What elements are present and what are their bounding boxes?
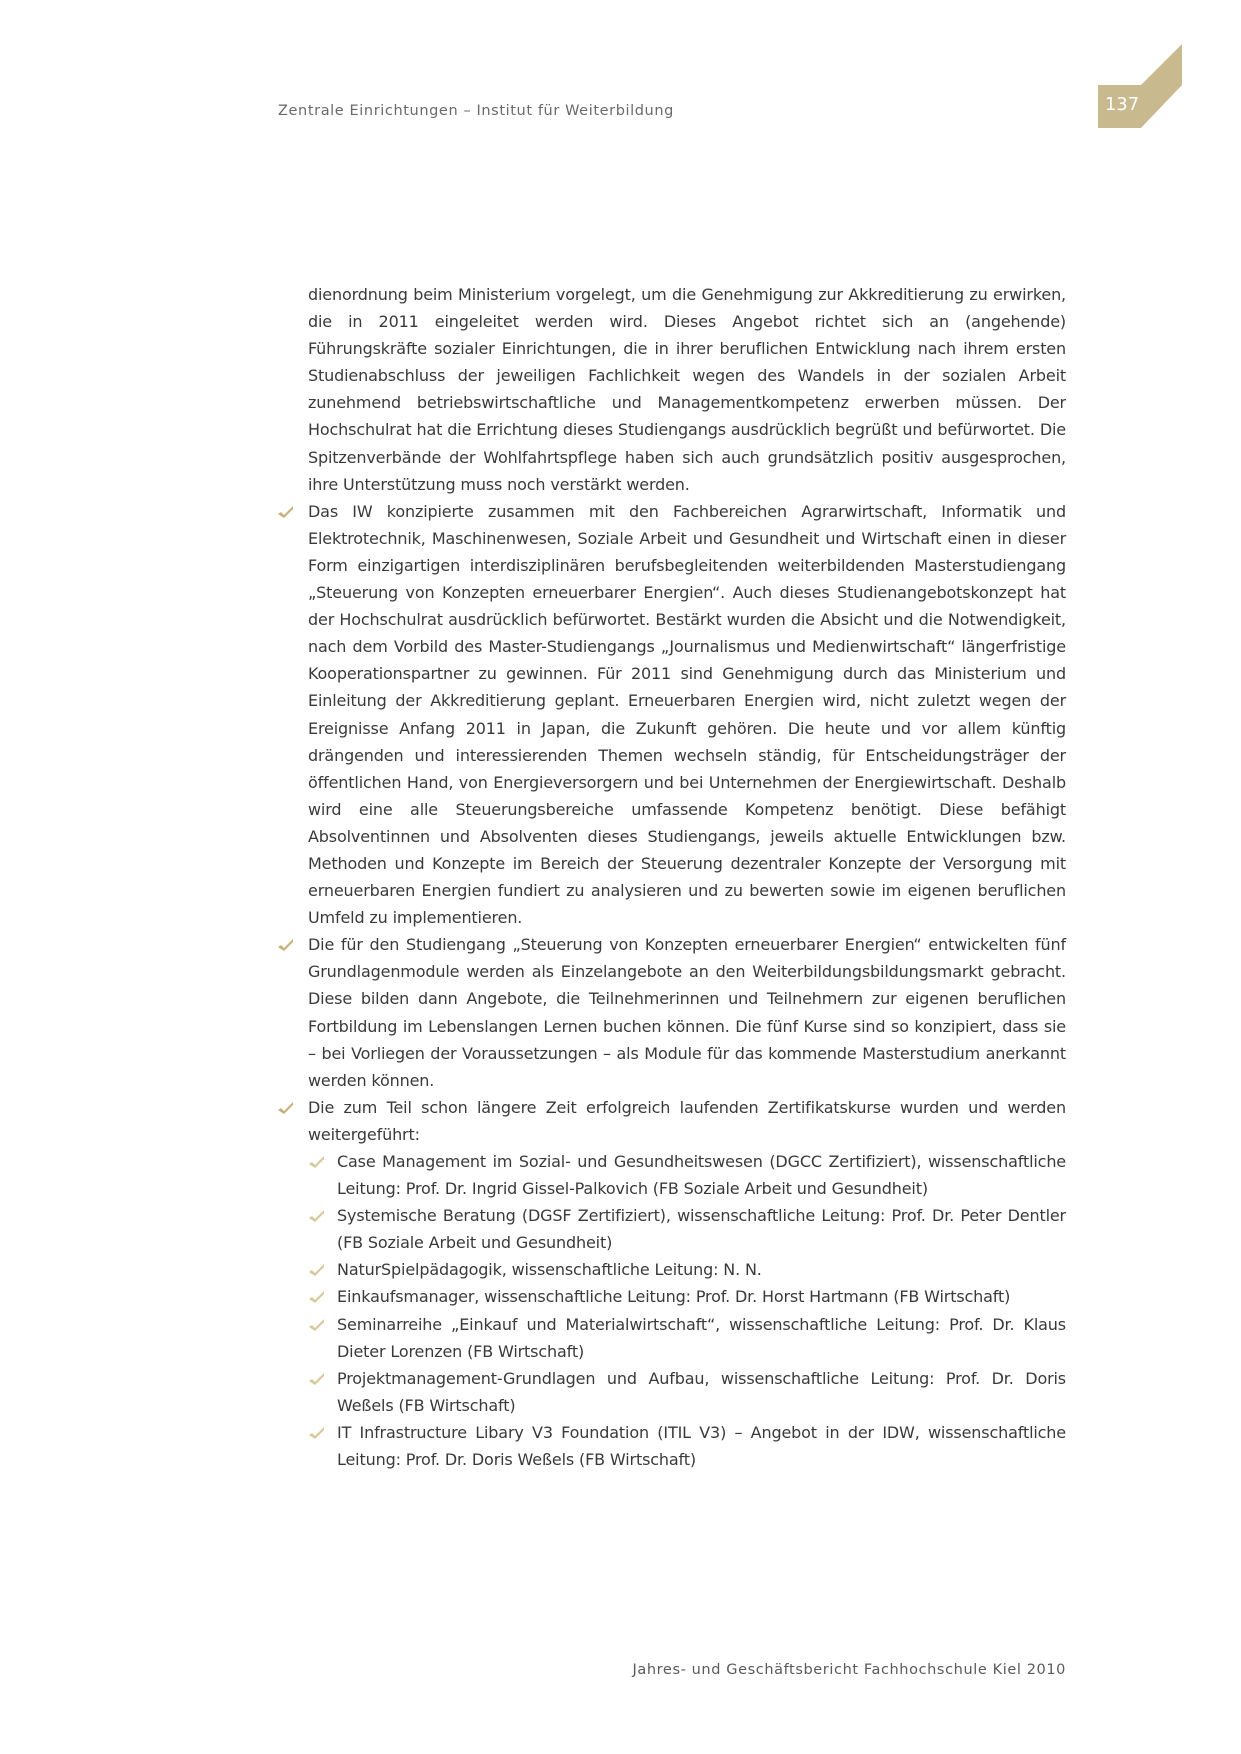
- list-item: [308, 931, 1066, 1094]
- list-item-text: Die zum Teil schon längere Zeit erfolgreich laufenden Zertifikatskurse wurden und werden weitergeführt:: [308, 1097, 1066, 1144]
- checkmark-icon: [308, 1209, 325, 1223]
- checkmark-icon: [308, 1155, 325, 1169]
- sub-list-item: [337, 1256, 1066, 1283]
- checkmark-icon: [308, 1290, 325, 1304]
- sub-list-item-text: Case Management im Sozial- und Gesundheitswesen (DGCC Zertifiziert), wissenschaftliche Leitung: Prof. Dr. Ingrid Gissel-Palkovich (FB Soziale Arbeit und Gesundheit): [337, 1152, 1066, 1199]
- checkmark-icon: [277, 1101, 294, 1115]
- checkmark-icon: [277, 505, 294, 519]
- page-number: 137: [1104, 94, 1140, 115]
- sub-list-item: [337, 1365, 1066, 1419]
- checkmark-icon: [308, 1263, 325, 1277]
- list-item-text: Die für den Studiengang „Steuerung von Konzepten erneuerbarer Energien“ entwickelten fünf Grundlagenmodule werden als Einzelangebote an den Weiterbildungsbildungsmarkt gebracht. Diese bilden dann Angebote, die Teilnehmerinnen und Teilnehmern zur eigenen beruflichen Fortbildung im Lebenslangen Lernen buchen können. Die fünf Kurse sind so konzipiert, dass sie – bei Vorliegen der Voraussetzungen – als Module für das kommende Masterstudium anerkannt werden können.: [308, 935, 1066, 1090]
- page-tab-shape: [1098, 44, 1182, 128]
- footer-text: Jahres- und Geschäftsbericht Fachhochschule Kiel 2010: [632, 1662, 1066, 1678]
- sub-list-item-text: Projektmanagement-Grundlagen und Aufbau, wissenschaftliche Leitung: Prof. Dr. Doris Weßels (FB Wirtschaft): [337, 1368, 1066, 1415]
- sub-list-item: [337, 1419, 1066, 1473]
- sub-list-item: [337, 1283, 1066, 1310]
- sub-list-item: [337, 1202, 1066, 1256]
- sub-list-item-text: Systemische Beratung (DGSF Zertifiziert), wissenschaftliche Leitung: Prof. Dr. Peter Dentler (FB Soziale Arbeit und Gesundheit): [337, 1206, 1066, 1253]
- sub-list-item-text: IT Infrastructure Libary V3 Foundation (ITIL V3) – Angebot in der IDW, wissenschaftliche Leitung: Prof. Dr. Doris Weßels (FB Wirtschaft): [337, 1422, 1066, 1470]
- intro-paragraph: dienordnung beim Ministerium vorgelegt, um die Genehmigung zur Akkreditierung zu erwirken, die in 2011 eingeleitet werden wird. Dieses Angebot richtet sich an (angehende) Führungskräfte sozialer Einrichtungen, die in ihrer beruflichen Entwicklung nach ihrem ersten Studienabschluss der jeweiligen Fachlichkeit wegen des Wandels in der sozialen Arbeit zunehmend betriebswirtschaftliche und Managementkompetenz erwerben müssen. Der Hochschulrat hat die Errichtung dieses Studiengangs ausdrücklich begrüßt und befürwortet. Die Spitzenverbände der Wohlfahrtspflege haben sich auch grundsätzlich positiv ausgesprochen, ihre Unterstützung muss noch verstärkt werden.: [308, 285, 1066, 494]
- sub-list-item-text: NaturSpielpädagogik, wissenschaftliche Leitung: N. N.: [337, 1260, 762, 1280]
- sub-list-item: [337, 1148, 1066, 1202]
- body-text: [308, 281, 1066, 1473]
- sub-list-item-text: Seminarreihe „Einkauf und Materialwirtschaft“, wissenschaftliche Leitung: Prof. Dr. Klaus Dieter Lorenzen (FB Wirtschaft): [337, 1314, 1066, 1361]
- running-head: Zentrale Einrichtungen – Institut für Weiterbildung: [278, 103, 674, 119]
- list-item: [308, 498, 1066, 932]
- sub-list-item-text: Einkaufsmanager, wissenschaftliche Leitung: Prof. Dr. Horst Hartmann (FB Wirtschaft): [337, 1287, 1011, 1307]
- sub-list: [337, 1148, 1066, 1473]
- checkmark-icon: [308, 1372, 325, 1386]
- list-item-text: Das IW konzipierte zusammen mit den Fachbereichen Agrarwirtschaft, Informatik und Elektrotechnik, Maschinenwesen, Soziale Arbeit und Gesundheit und Wirtschaft einen in dieser Form einzigartigen interdisziplinären berufsbegleitenden weiterbildenden Masterstudiengang „Steuerung von Konzepten erneuerbarer Energien“. Auch dieses Studienangebotskonzept hat der Hochschulrat ausdrücklich befürwortet. Bestärkt wurden die Absicht und die Notwendigkeit, nach dem Vorbild des Master-Studiengangs „Journalismus und Medienwirtschaft“ längerfristige Kooperationspartner zu gewinnen. Für 2011 sind Genehmigung durch das Ministerium und Einleitung der Akkreditierung geplant. Erneuerbaren Energien wird, nicht zuletzt wegen der Ereignisse Anfang 2011 in Japan, die Zukunft gehören. Die heute und vor allem künftig drängenden und interessierenden Themen wechseln ständig, für Entscheidungsträger der öffentlichen Hand, von Energieversorgern und bei Unternehmen der Energiewirtschaft. Deshalb wird eine alle Steuerungsbereiche umfassende Kompetenz benötigt. Diese befähigt Absolventinnen und Absolventen dieses Studiengangs, jeweils aktuelle Entwicklungen bzw. Methoden und Konzepte im Bereich der Steuerung dezentraler Konzepte der Versorgung mit erneuerbaren Energien fundiert zu analysieren und zu bewerten sowie im eigenen beruflichen Umfeld zu implementieren.: [308, 501, 1066, 928]
- checkmark-icon: [277, 938, 294, 952]
- sub-list-item: [337, 1311, 1066, 1365]
- checkmark-icon: [308, 1426, 325, 1440]
- checkmark-icon: [308, 1318, 325, 1332]
- list-item: [308, 1094, 1066, 1148]
